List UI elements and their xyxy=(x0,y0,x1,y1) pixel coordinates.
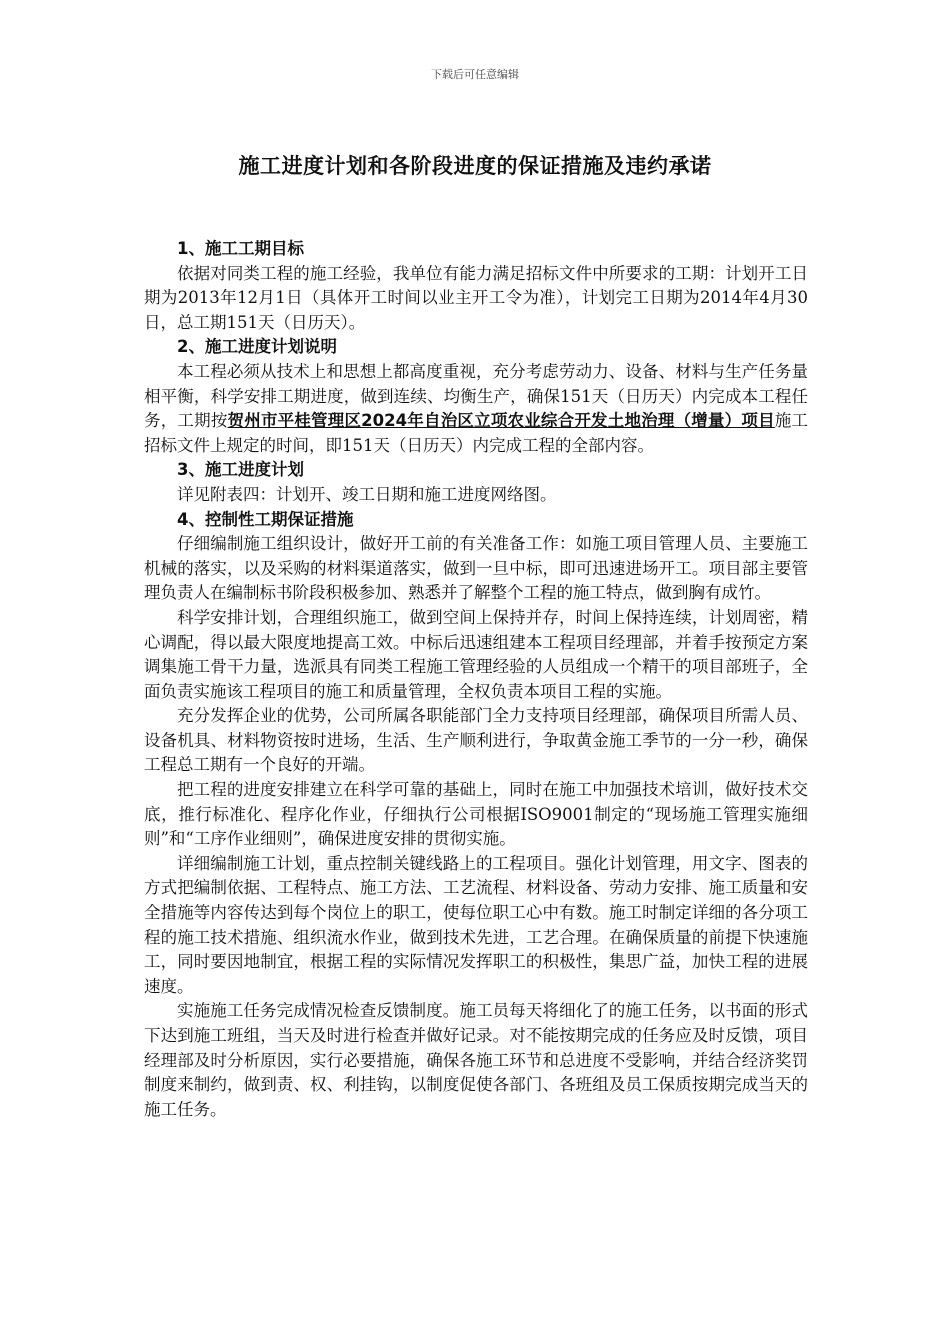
document-title: 施工进度计划和各阶段进度的保证措施及违约承诺 xyxy=(238,154,712,178)
header-note: 下载后可任意编辑 xyxy=(431,68,519,81)
section-2-text-a: 本工程必须从技术上和思想上都高度重视，充分考虑劳动力、设备、材料与生产任务量相平衡，科学安排工期进度，做到连续、均衡生产，确保151天（日历天）内完成本工程任务，工期按 xyxy=(144,361,808,431)
section-3-paragraph: 详见附表四：计划开、竣工日期和施工进度网络图。 xyxy=(177,484,557,504)
section-4-paragraph-3: 充分发挥企业的优势，公司所属各职能部门全力支持项目经理部，确保项目所需人员、设备机具、材料物资按时进场，生活、生产顺利进行，争取黄金施工季节的一分一秒，确保工程总工期有一个良好的开端。 xyxy=(144,706,808,775)
document-body xyxy=(144,237,808,1122)
section-4-paragraph-2: 科学安排计划，合理组织施工，做到空间上保持并存，时间上保持连续，计划周密，精心调配，得以最大限度地提高工效。中标后迅速组建本工程项目经理部，并着手按预定方案调集施工骨干力量，选派具有同类工程施工管理经验的人员组成一个精干的项目部班子，全面负责实施该工程项目的施工和质量管理，全权负责本项目工程的实施。 xyxy=(144,607,808,701)
section-1-paragraph: 依据对同类工程的施工经验，我单位有能力满足招标文件中所要求的工期：计划开工日期为2013年12月1日（具体开工时间以业主开工令为准），计划完工日期为2014年4月30日，总工期151天（日历天）。 xyxy=(144,263,808,332)
section-4-paragraph-5: 详细编制施工计划，重点控制关键线路上的工程项目。强化计划管理，用文字、图表的方式把编制依据、工程特点、施工方法、工艺流程、材料设备、劳动力安排、施工质量和安全措施等内容传达到每个岗位上的职工，使每位职工心中有数。施工时制定详细的各分项工程的施工技术措施、组织流水作业，做到技术先进，工艺合理。在确保质量的前提下快速施工，同时要因地制宜，根据工程的实际情况发挥职工的积极性，集思广益，加快工程的进展速度。 xyxy=(144,853,808,996)
section-3-heading: 3、施工进度计划 xyxy=(177,460,304,480)
section-2-paragraph xyxy=(144,360,808,458)
section-2-text-b: 施工招标文件上规定的时间，即151天（日历天）内完成工程的全部内容。 xyxy=(144,411,809,455)
section-2-heading: 2、施工进度计划说明 xyxy=(177,337,337,357)
section-4-paragraph-4: 把工程的进度安排建立在科学可靠的基础上，同时在施工中加强技术培训，做好技术交底，推行标准化、程序化作业，仔细执行公司根据ISO9001制定的“现场施工管理实施细则”和“工序作业细则”，确保进度安排的贯彻实施。 xyxy=(144,780,808,849)
section-4-paragraph-6: 实施施工任务完成情况检查反馈制度。施工员每天将细化了的施工任务，以书面的形式下达到施工班组，当天及时进行检查并做好记录。对不能按期完成的任务应及时反馈，项目经理部及时分析原因，实行必要措施，确保各施工环节和总进度不受影响，并结合经济奖罚制度来制约，做到责、权、利挂钩，以制度促使各部门、各班组及员工保质按期完成当天的施工任务。 xyxy=(144,1001,808,1119)
section-4-paragraph-1: 仔细编制施工组织设计，做好开工前的有关准备工作：如施工项目管理人员、主要施工机械的落实，以及采购的材料渠道落实，做到一旦中标，即可迅速进场开工。项目部主要管理负责人在编制标书阶段积极参加、熟悉并了解整个工程的施工特点，做到胸有成竹。 xyxy=(144,534,808,603)
project-name: 贺州市平桂管理区2024年自治区立项农业综合开发土地治理（增量）项目 xyxy=(227,411,775,431)
section-4-heading: 4、控制性工期保证措施 xyxy=(177,509,354,529)
section-1-heading: 1、施工工期目标 xyxy=(177,239,304,258)
